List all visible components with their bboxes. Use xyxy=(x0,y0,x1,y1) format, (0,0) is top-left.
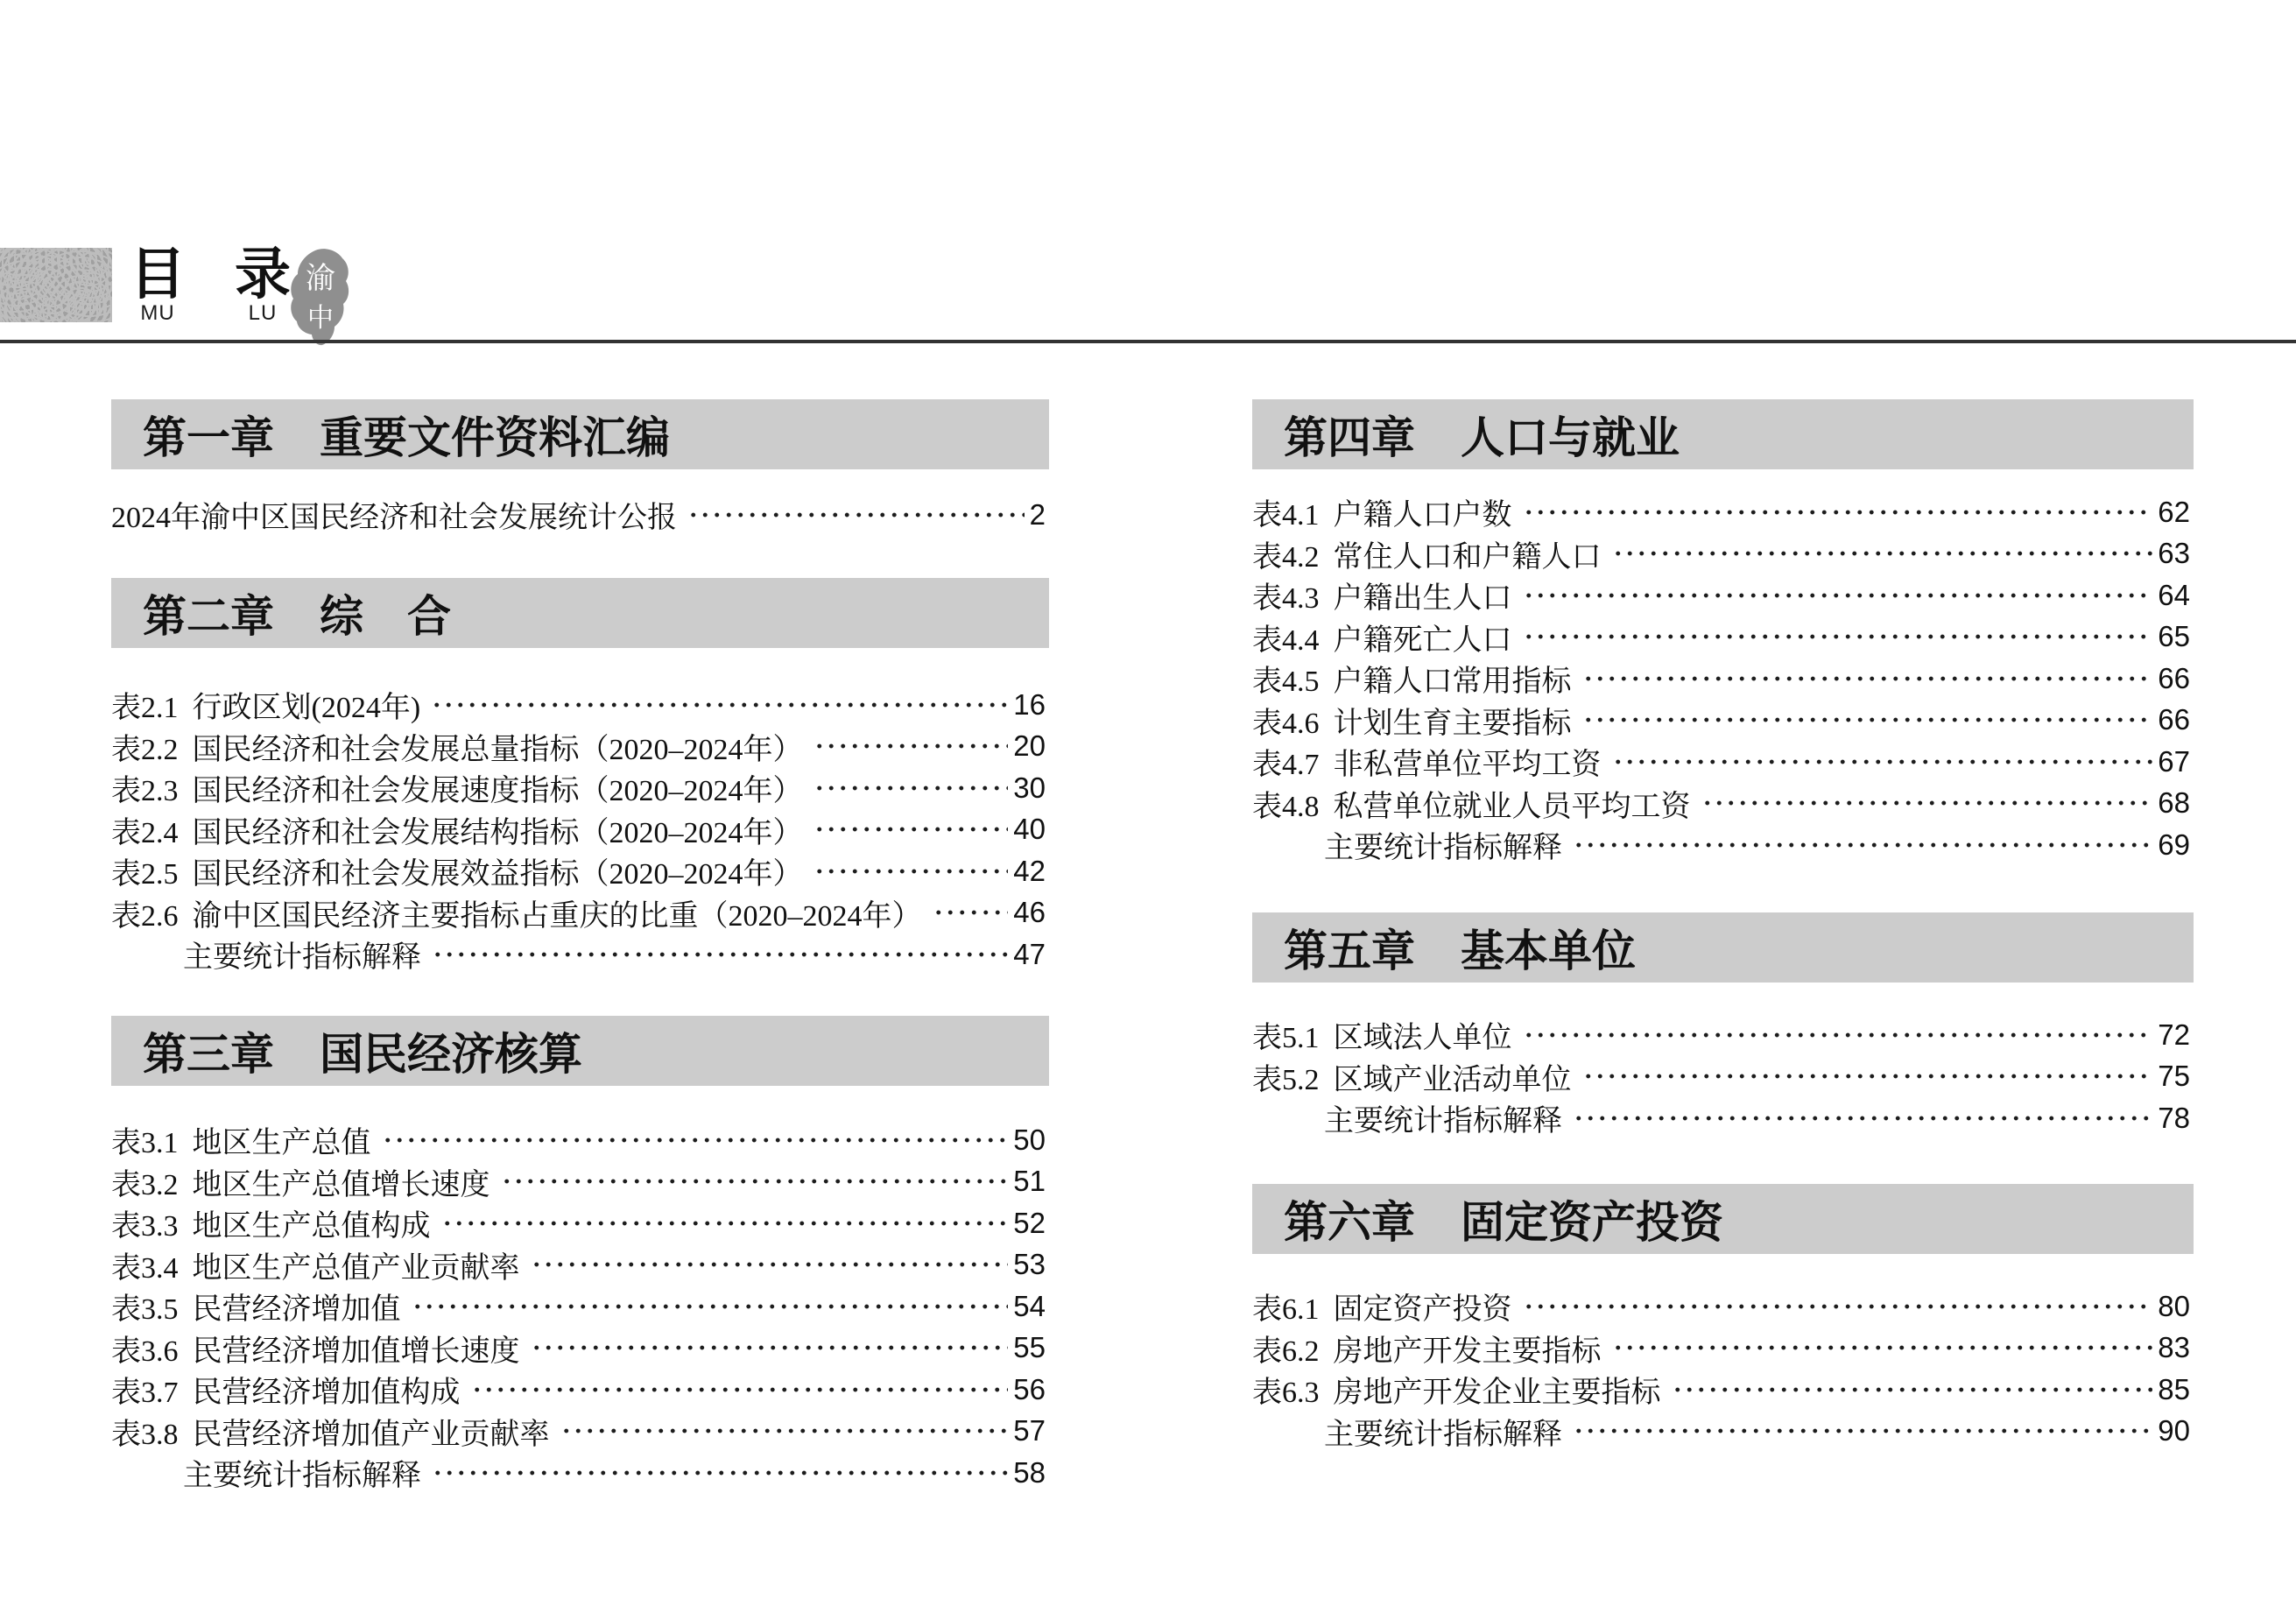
title-glyph: 目 xyxy=(130,243,186,306)
entry-title: 房地产开发主要指标 xyxy=(1333,1335,1602,1368)
entry-page: 83 xyxy=(2158,1331,2190,1364)
chapter-6-heading xyxy=(1252,1184,2194,1254)
dot-leader xyxy=(1523,509,2153,516)
toc-right-column xyxy=(1252,0,2194,1613)
entry-page: 75 xyxy=(2158,1060,2190,1093)
chapter-title: 重要文件资料汇编 xyxy=(320,413,670,462)
chapter-number: 第六章 xyxy=(1284,1198,1415,1247)
chapter-2-entries xyxy=(111,684,1049,976)
chapter-1-entries xyxy=(111,494,1049,536)
toc-entry xyxy=(1252,1369,2194,1411)
entry-page: 72 xyxy=(2158,1018,2190,1051)
entry-title: 主要统计指标解释 xyxy=(1324,832,1562,865)
toc-entry xyxy=(111,767,1049,809)
chapter-5-block xyxy=(1252,912,2194,1139)
chapter-title: 综 合 xyxy=(320,592,451,641)
entry-page: 55 xyxy=(1013,1331,1046,1364)
dot-leader xyxy=(1612,1344,2153,1351)
entry-page: 67 xyxy=(2158,744,2190,778)
entry-title: 区域产业活动单位 xyxy=(1333,1063,1572,1096)
toc-entry xyxy=(111,494,1049,536)
entry-number: 表4.4 xyxy=(1252,623,1320,657)
entry-number: 表4.1 xyxy=(1252,499,1320,532)
dot-leader xyxy=(1523,592,2153,599)
chapter-5-heading xyxy=(1252,912,2194,983)
toc-entry xyxy=(111,1328,1049,1370)
entry-page: 42 xyxy=(1013,854,1046,887)
entry-number: 表5.2 xyxy=(1252,1063,1320,1096)
entry-number: 表3.1 xyxy=(111,1127,179,1160)
entry-number: 表3.8 xyxy=(111,1418,179,1451)
chapter-2-block xyxy=(111,578,1049,976)
entry-number: 表3.3 xyxy=(111,1210,179,1243)
entry-title: 民营经济增加值构成 xyxy=(192,1377,461,1410)
chapter-1-heading xyxy=(111,399,1049,469)
toc-entry xyxy=(1252,616,2194,659)
toc-entry xyxy=(1252,1411,2194,1453)
toc-entry xyxy=(1252,700,2194,742)
chapter-title: 基本单位 xyxy=(1461,926,1636,976)
chapter-1-block xyxy=(111,399,1049,536)
toc-entry xyxy=(1252,1056,2194,1098)
entry-page: 85 xyxy=(2158,1372,2190,1405)
entry-page: 66 xyxy=(2158,661,2190,694)
entry-page: 51 xyxy=(1013,1165,1046,1198)
dot-leader xyxy=(1573,1427,2152,1434)
entry-number: 表2.1 xyxy=(111,692,179,725)
toc-entry xyxy=(1252,1097,2194,1139)
chapter-title: 人口与就业 xyxy=(1461,413,1680,462)
chapter-3-block xyxy=(111,1016,1049,1494)
toc-entry xyxy=(111,850,1049,892)
dot-leader xyxy=(412,1303,1009,1310)
entry-title: 主要统计指标解释 xyxy=(1324,1418,1562,1451)
entry-page: 63 xyxy=(2158,537,2190,570)
entry-page: 30 xyxy=(1013,771,1046,804)
entry-title: 固定资产投资 xyxy=(1333,1293,1512,1327)
entry-title: 地区生产总值增长速度 xyxy=(192,1168,490,1201)
chapter-number: 第五章 xyxy=(1284,926,1415,976)
toc-entry xyxy=(111,1202,1049,1244)
entry-page: 80 xyxy=(2158,1289,2190,1322)
entry-title: 计划生育主要指标 xyxy=(1333,707,1572,740)
entry-number: 表3.6 xyxy=(111,1335,179,1368)
dot-leader xyxy=(1701,799,2153,806)
toc-left-column xyxy=(111,0,1049,1613)
toc-entry xyxy=(1252,741,2194,783)
dot-leader xyxy=(431,701,1008,708)
entry-title: 地区生产总值产业贡献率 xyxy=(192,1251,520,1285)
toc-entry xyxy=(111,809,1049,851)
entry-number: 表4.6 xyxy=(1252,707,1320,740)
entry-number: 表4.3 xyxy=(1252,582,1320,616)
toc-entry xyxy=(1252,1328,2194,1370)
dot-leader xyxy=(1523,633,2153,640)
chapter-4-entries xyxy=(1252,491,2194,866)
chapter-6-entries xyxy=(1252,1285,2194,1452)
entry-title: 主要统计指标解释 xyxy=(183,1460,421,1493)
chapter-number: 第二章 xyxy=(143,592,274,641)
entry-title: 渝中区国民经济主要指标占重庆的比重（2020–2024年） xyxy=(192,899,922,933)
toc-entry xyxy=(1252,574,2194,616)
entry-number: 表2.4 xyxy=(111,816,179,849)
entry-page: 69 xyxy=(2158,828,2190,861)
entry-page: 47 xyxy=(1013,937,1046,970)
toc-entry xyxy=(111,726,1049,768)
dot-leader xyxy=(501,1178,1009,1185)
toc-entry xyxy=(111,684,1049,726)
entry-title: 户籍死亡人口 xyxy=(1333,623,1512,657)
entry-title: 户籍人口常用指标 xyxy=(1333,666,1572,699)
chapter-4-heading xyxy=(1252,399,2194,469)
toc-entry xyxy=(111,933,1049,976)
chapter-3-entries xyxy=(111,1119,1049,1494)
entry-title: 国民经济和社会发展速度指标（2020–2024年） xyxy=(192,775,803,808)
entry-number: 表5.1 xyxy=(1252,1022,1320,1055)
toc-entry xyxy=(1252,491,2194,533)
entry-number: 表3.7 xyxy=(111,1377,179,1410)
dot-leader xyxy=(813,785,1009,792)
title-pinyin: LU xyxy=(248,301,278,325)
dot-leader xyxy=(382,1137,1009,1144)
entry-number: 表2.2 xyxy=(111,733,179,766)
entry-title: 主要统计指标解释 xyxy=(1324,1105,1562,1138)
entry-title: 非私营单位平均工资 xyxy=(1333,749,1602,782)
toc-entry xyxy=(111,1411,1049,1453)
entry-title: 民营经济增加值产业贡献率 xyxy=(192,1418,550,1451)
entry-page: 66 xyxy=(2158,703,2190,736)
dot-leader xyxy=(1523,1303,2153,1310)
chapter-number: 第三章 xyxy=(143,1030,274,1079)
dot-leader xyxy=(813,826,1009,833)
entry-page: 90 xyxy=(2158,1414,2190,1447)
entry-number: 表2.6 xyxy=(111,899,179,933)
entry-page: 62 xyxy=(2158,495,2190,528)
chapter-number: 第四章 xyxy=(1284,413,1415,462)
entry-title: 国民经济和社会发展结构指标（2020–2024年） xyxy=(192,816,803,849)
entry-title: 行政区划(2024年) xyxy=(192,692,421,725)
dot-leader xyxy=(441,1220,1009,1227)
dot-leader xyxy=(471,1386,1009,1393)
chapter-3-heading xyxy=(111,1016,1049,1086)
entry-page: 2 xyxy=(1029,497,1046,531)
spiral-texture-block xyxy=(0,248,112,322)
entry-page: 68 xyxy=(2158,786,2190,820)
toc-entry xyxy=(1252,658,2194,700)
dot-leader xyxy=(432,1469,1008,1476)
dot-leader xyxy=(531,1344,1009,1351)
dot-leader xyxy=(933,909,1009,916)
entry-number: 表2.5 xyxy=(111,858,179,891)
entry-page: 40 xyxy=(1013,813,1046,846)
dot-leader xyxy=(1672,1386,2153,1393)
entry-page: 54 xyxy=(1013,1289,1046,1322)
entry-title: 常住人口和户籍人口 xyxy=(1333,540,1602,574)
dot-leader xyxy=(1612,758,2153,765)
toc-entry xyxy=(111,1161,1049,1203)
entry-number: 表3.5 xyxy=(111,1293,179,1327)
entry-page: 52 xyxy=(1013,1206,1046,1239)
entry-number: 表3.4 xyxy=(111,1251,179,1285)
chapter-title: 国民经济核算 xyxy=(320,1030,582,1079)
entry-title: 主要统计指标解释 xyxy=(183,941,421,975)
entry-number: 表3.2 xyxy=(111,1168,179,1201)
chapter-4-block xyxy=(1252,399,2194,866)
entry-title: 户籍出生人口 xyxy=(1333,582,1512,616)
toc-entry xyxy=(1252,1014,2194,1056)
toc-entry xyxy=(1252,824,2194,866)
entry-title: 私营单位就业人员平均工资 xyxy=(1333,790,1691,823)
dot-leader xyxy=(1582,1073,2153,1080)
dot-leader xyxy=(813,743,1009,750)
entry-number: 表4.7 xyxy=(1252,749,1320,782)
dot-leader xyxy=(687,511,1025,518)
entry-title: 地区生产总值 xyxy=(192,1127,371,1160)
dot-leader xyxy=(1573,1115,2152,1122)
entry-page: 58 xyxy=(1013,1455,1046,1489)
dot-leader xyxy=(1582,675,2153,682)
entry-number: 表4.8 xyxy=(1252,790,1320,823)
toc-entry xyxy=(111,892,1049,934)
toc-entry xyxy=(111,1369,1049,1411)
entry-number: 表4.5 xyxy=(1252,666,1320,699)
entry-number: 表6.2 xyxy=(1252,1335,1320,1368)
entry-title: 地区生产总值构成 xyxy=(192,1210,431,1243)
entry-number: 表4.2 xyxy=(1252,540,1320,574)
dot-leader xyxy=(1523,1032,2153,1039)
chapter-title: 固定资产投资 xyxy=(1461,1198,1723,1247)
dot-leader xyxy=(560,1427,1009,1434)
chapter-2-heading xyxy=(111,578,1049,648)
chapter-6-block xyxy=(1252,1184,2194,1452)
seal-char-bottom: 中 xyxy=(307,304,334,333)
dot-leader xyxy=(1582,716,2153,723)
chapter-5-entries xyxy=(1252,1014,2194,1139)
dot-leader xyxy=(813,868,1009,875)
entry-number: 表6.1 xyxy=(1252,1293,1320,1327)
entry-page: 78 xyxy=(2158,1101,2190,1134)
entry-page: 50 xyxy=(1013,1123,1046,1156)
entry-title: 民营经济增加值 xyxy=(192,1293,401,1327)
toc-entry xyxy=(1252,783,2194,825)
entry-title: 国民经济和社会发展效益指标（2020–2024年） xyxy=(192,858,803,891)
toc-entry xyxy=(111,1285,1049,1328)
entry-page: 57 xyxy=(1013,1414,1046,1447)
entry-title: 民营经济增加值增长速度 xyxy=(192,1335,520,1368)
title-pinyin: MU xyxy=(140,301,175,325)
entry-page: 56 xyxy=(1013,1372,1046,1405)
toc-entry xyxy=(111,1119,1049,1161)
entry-page: 20 xyxy=(1013,729,1046,763)
title-glyph: 录 xyxy=(235,243,291,306)
entry-title: 2024年渝中区国民经济和社会发展统计公报 xyxy=(111,502,677,535)
entry-number: 表6.3 xyxy=(1252,1377,1320,1410)
entry-page: 16 xyxy=(1013,687,1046,721)
entry-page: 53 xyxy=(1013,1248,1046,1281)
seal-char-top: 渝 xyxy=(306,263,335,295)
dot-leader xyxy=(1612,550,2153,557)
entry-title: 国民经济和社会发展总量指标（2020–2024年） xyxy=(192,733,803,766)
entry-title: 区域法人单位 xyxy=(1333,1022,1512,1055)
entry-number: 表2.3 xyxy=(111,775,179,808)
toc-entry xyxy=(111,1452,1049,1494)
entry-title: 房地产开发企业主要指标 xyxy=(1333,1377,1661,1410)
toc-entry xyxy=(1252,1285,2194,1328)
dot-leader xyxy=(432,951,1008,958)
entry-title: 户籍人口户数 xyxy=(1333,499,1512,532)
entry-page: 65 xyxy=(2158,620,2190,653)
toc-entry xyxy=(1252,533,2194,575)
toc-entry xyxy=(111,1244,1049,1286)
dot-leader xyxy=(1573,842,2152,849)
chapter-number: 第一章 xyxy=(143,413,274,462)
entry-page: 64 xyxy=(2158,578,2190,611)
entry-page: 46 xyxy=(1013,896,1046,929)
dot-leader xyxy=(531,1261,1009,1268)
